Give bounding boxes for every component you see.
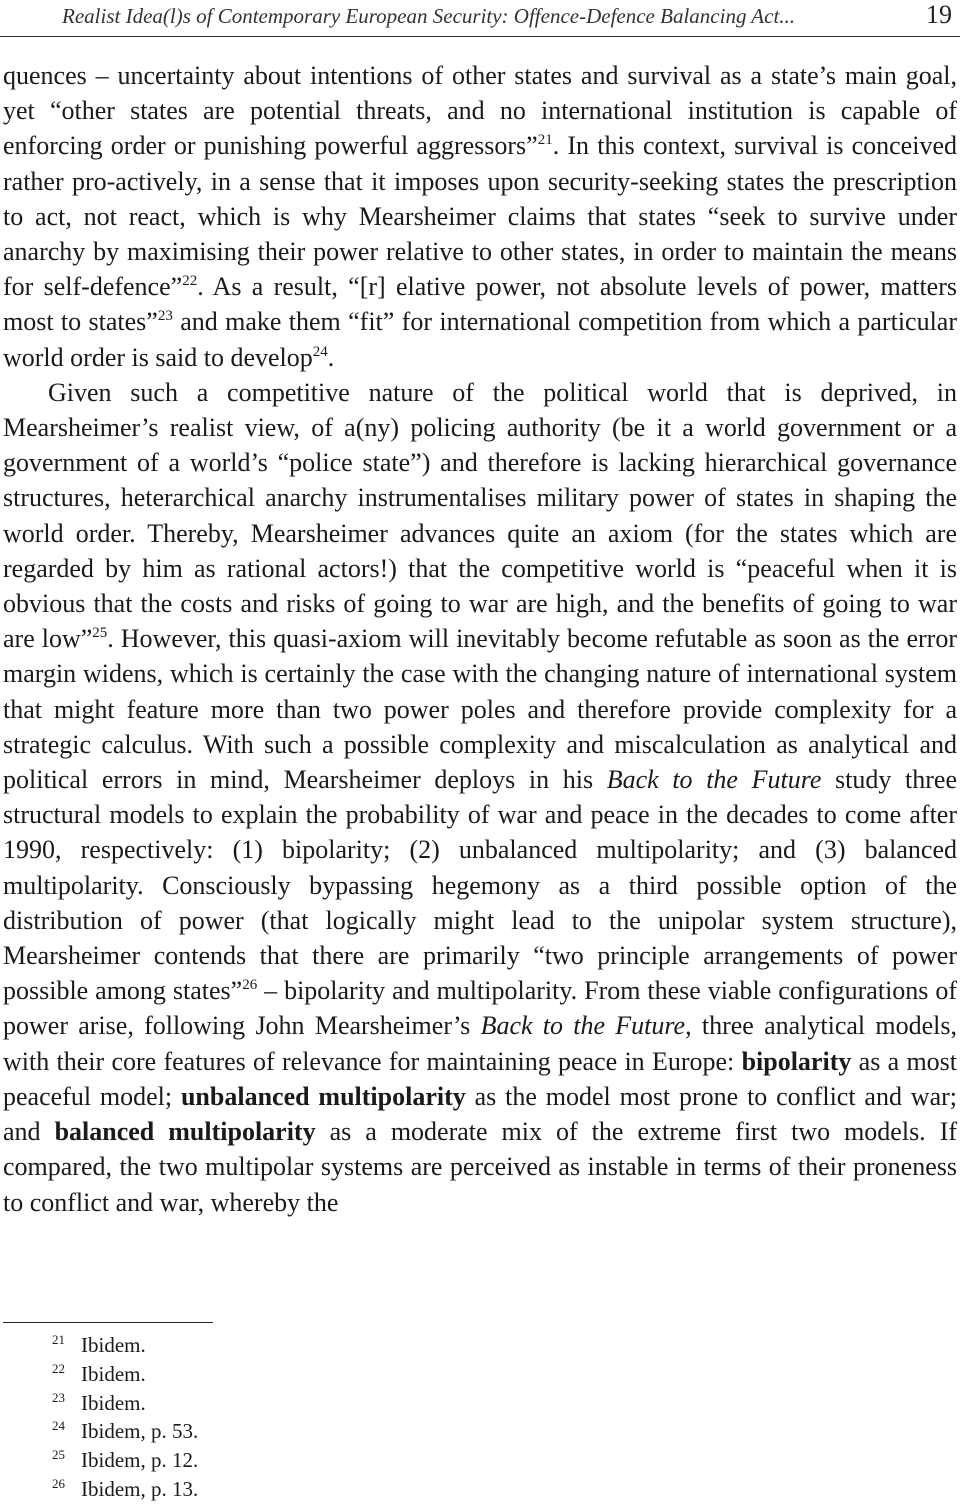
text-run: . [327,342,335,372]
footnote-separator [3,1322,213,1323]
footnote-ref-25: 25 [92,625,108,642]
footnote-text: Ibidem, p. 12. [81,1448,199,1473]
text-run: Given such a competitive nature of the political world that is deprived, in Mearsheimer’s realist view, of a(ny) policing authority (be it a world government or a government of a world’s “police state”) and therefore is lacking hierarchical governance structures, heterarchical anarchy instrumentalises military power of states in shaping the world order. Thereby, Mearsheimer advances quite an axiom (for the states which are regarded by him as rational actors!) that the competitive world is “peaceful when it is obvious that the costs and risks of going to war are high, and the benefits of going to war are low” [3,377,957,654]
footnote-text: Ibidem. [81,1361,146,1386]
footnote-ref-21: 21 [537,132,553,149]
model-term-unbalanced-multipolarity: unbalanced multipolarity [180,1081,466,1111]
text-run: and make them “fit” for international competition from which a particular world order is said to develop [3,307,958,372]
footnote-text: Ibidem. [81,1333,146,1357]
footnote: 21 Ibidem. [52,1332,146,1357]
footnote-text: Ibidem, p. 53. [81,1419,199,1444]
text-run: – bipolarity and multipolarity. From these viable configurations of power arise, following John Mearsheimer’s [3,976,958,1041]
page-number: 19 [926,0,952,29]
paragraph-1 [3,58,957,375]
footnote: 23 Ibidem. [52,1389,146,1415]
footnote-ref-24: 24 [312,343,328,360]
paragraph-2 [3,375,957,1220]
footnote-ref-26: 26 [242,977,258,994]
text-run: as the model most prone to conflict and war; and [3,1081,957,1147]
running-title: Realist Idea(l)s of Contemporary European Security: Offence-Defence Balancing Act... [62,4,796,28]
text-run: as a moderate mix of the extreme first two models. If compared, the two multipolar systems are perceived as instable in terms of their proneness to conflict and war, whereby the [3,1117,958,1217]
footnotes [52,1331,452,1504]
footnote: 26 Ibidem, p. 13. [52,1475,199,1501]
footnote: 25 Ibidem, p. 12. [52,1447,199,1473]
footnote-text: Ibidem. [81,1390,146,1415]
text-run: . As a result, “[r] elative power, not absolute levels of power, matters most to states” [3,272,958,337]
text-run: . However, this quasi-axiom will inevitably become refutable as soon as the error margin widens, which is certainly the case with the changing nature of international system that might feature more than two power poles and therefore provide complexity for a strategic calculus. With such a possible complexity and miscalculation as analytical and political errors in mind, Mearsheimer deploys in his [3,624,957,795]
model-term-bipolarity: bipolarity [741,1046,852,1076]
model-term-balanced-multipolarity: balanced multipolarity [54,1117,316,1147]
body-text [3,58,957,1220]
text-run: as a most peaceful model; [3,1046,958,1111]
text-run: study three structural models to explain the probability of war and peace in the decades to come after 1990, respectively: (1) bipolarity; (2) unbalanced multipolarity; and (3) balanced multipolarity. Consciously bypassing hegemony as a third possible option of the distribution of power (that logically might lead to the unipolar system structure), Mearsheimer contends that there are primarily “two principle arrangements of power possible among states” [3,765,957,1006]
text-run: . In this context, survival is conceived rather pro-actively, in a sense that it imposes upon security-seeking states the prescription to act, not react, which is why Mearsheimer claims that states “seek to survive under anarchy by maximising their power relative to other states, in order to maintain the means for self-defence” [3,131,957,302]
footnote: 22 Ibidem. [52,1360,146,1386]
page-header [0,0,960,37]
book-title: Back to the Future [606,765,822,795]
footnote-ref-22: 22 [182,273,198,290]
text-run: quences – uncertainty about intentions of other states and survival as a state’s main goal, yet “other states are potential threats, and no international institution is capable of enforcing order or punishing powerful aggressors” [3,61,957,161]
book-title: Back to the Future [480,1011,686,1041]
text-run: , three analytical models, with their core features of relevance for maintaining peace in Europe: [3,1011,958,1076]
footnote-ref-23: 23 [157,308,173,325]
footnote: 24 Ibidem, p. 53. [52,1418,199,1444]
footnote-text: Ibidem, p. 13. [81,1476,199,1501]
